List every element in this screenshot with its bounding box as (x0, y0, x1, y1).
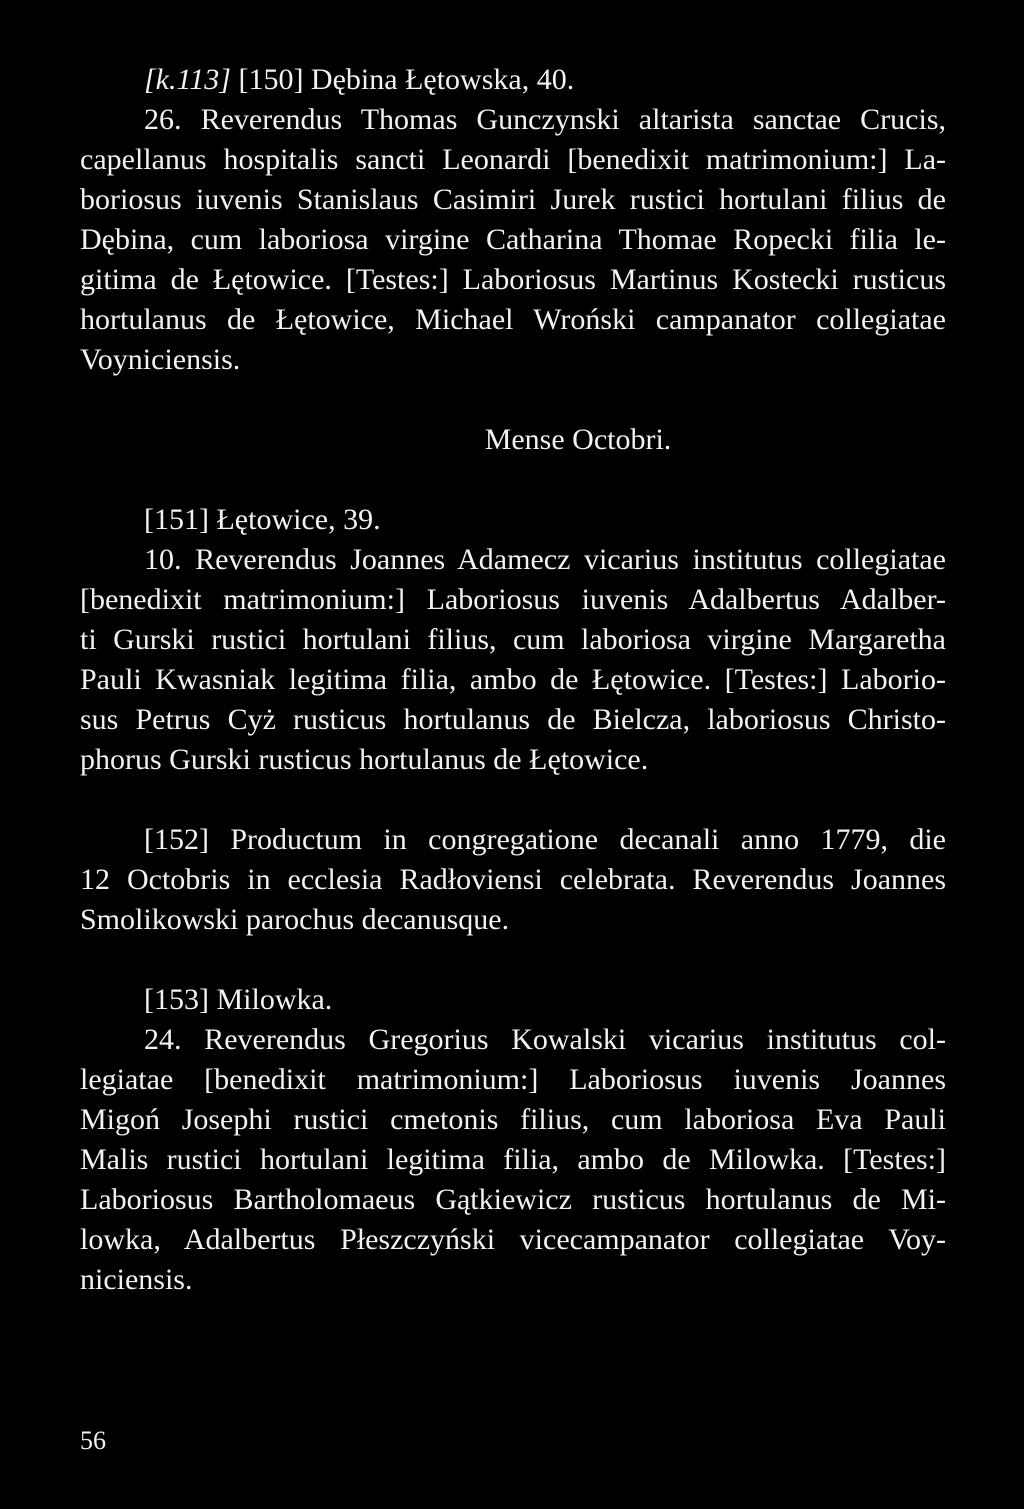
text-line: sus Petrus Cyż rusticus hortulanus de Bielcza, laboriosus Christo- (80, 703, 946, 736)
text-line: Voyniciensis. (80, 343, 241, 376)
text-line: gitima de Łętowice. [Testes:] Laboriosus Martinus Kostecki rusticus (80, 263, 946, 296)
text-line: niciensis. (80, 1263, 193, 1296)
text-line: Malis rustici hortulani legitima filia, ambo de Milowka. [Testes:] (80, 1143, 946, 1176)
text-line: hortulanus de Łętowice, Michael Wroński campanator collegiatae (80, 303, 946, 336)
text-line: Smolikowski parochus decanusque. (80, 903, 510, 936)
month-heading: Mense Octobri. (484, 423, 672, 456)
text-line: ti Gurski rustici hortulani filius, cum laboriosa virgine Margaretha (80, 623, 946, 656)
folio-reference: [k.113] (144, 63, 231, 96)
entry-heading-text: [150] Dębina Łętowska, 40. (230, 63, 575, 96)
entry-heading: [153] Milowka. (144, 983, 333, 1016)
entry-150 (80, 60, 946, 380)
text-line: Laboriosus Bartholomaeus Gątkiewicz rusticus hortulanus de Mi- (80, 1183, 946, 1216)
entry-151 (80, 500, 946, 780)
text-line: 12 Octobris in ecclesia Radłoviensi celebrata. Reverendus Joannes (80, 863, 946, 896)
entry-heading: [151] Łętowice, 39. (144, 503, 381, 536)
document-page (80, 60, 946, 1300)
text-line: [benedixit matrimonium:] Laboriosus iuvenis Adalbertus Adalber- (80, 583, 946, 616)
entry-heading (80, 60, 946, 100)
text-line: 26. Reverendus Thomas Gunczynski altarista sanctae Crucis, (144, 103, 946, 136)
text-line: lowka, Adalbertus Płeszczyński vicecampanator collegiatae Voy- (80, 1223, 946, 1256)
text-line: Pauli Kwasniak legitima filia, ambo de Łętowice. [Testes:] Laborio- (80, 663, 946, 696)
entry-153 (80, 980, 946, 1300)
entry-152 (80, 820, 946, 940)
text-line: capellanus hospitalis sancti Leonardi [benedixit matrimonium:] La- (80, 143, 946, 176)
text-line: phorus Gurski rusticus hortulanus de Łętowice. (80, 743, 649, 776)
text-line: [152] Productum in congregatione decanali anno 1779, die (144, 823, 946, 856)
page-number: 56 (80, 1426, 106, 1455)
text-line: Dębina, cum laboriosa virgine Catharina Thomae Ropecki filia le- (80, 223, 946, 256)
text-line: 24. Reverendus Gregorius Kowalski vicarius institutus col- (144, 1023, 946, 1056)
text-line: boriosus iuvenis Stanislaus Casimiri Jurek rustici hortulani filius de (80, 183, 946, 216)
text-line: legiatae [benedixit matrimonium:] Laboriosus iuvenis Joannes (80, 1063, 946, 1096)
text-line: Migoń Josephi rustici cmetonis filius, cum laboriosa Eva Pauli (80, 1103, 946, 1136)
text-line: 10. Reverendus Joannes Adamecz vicarius institutus collegiatae (144, 543, 946, 576)
